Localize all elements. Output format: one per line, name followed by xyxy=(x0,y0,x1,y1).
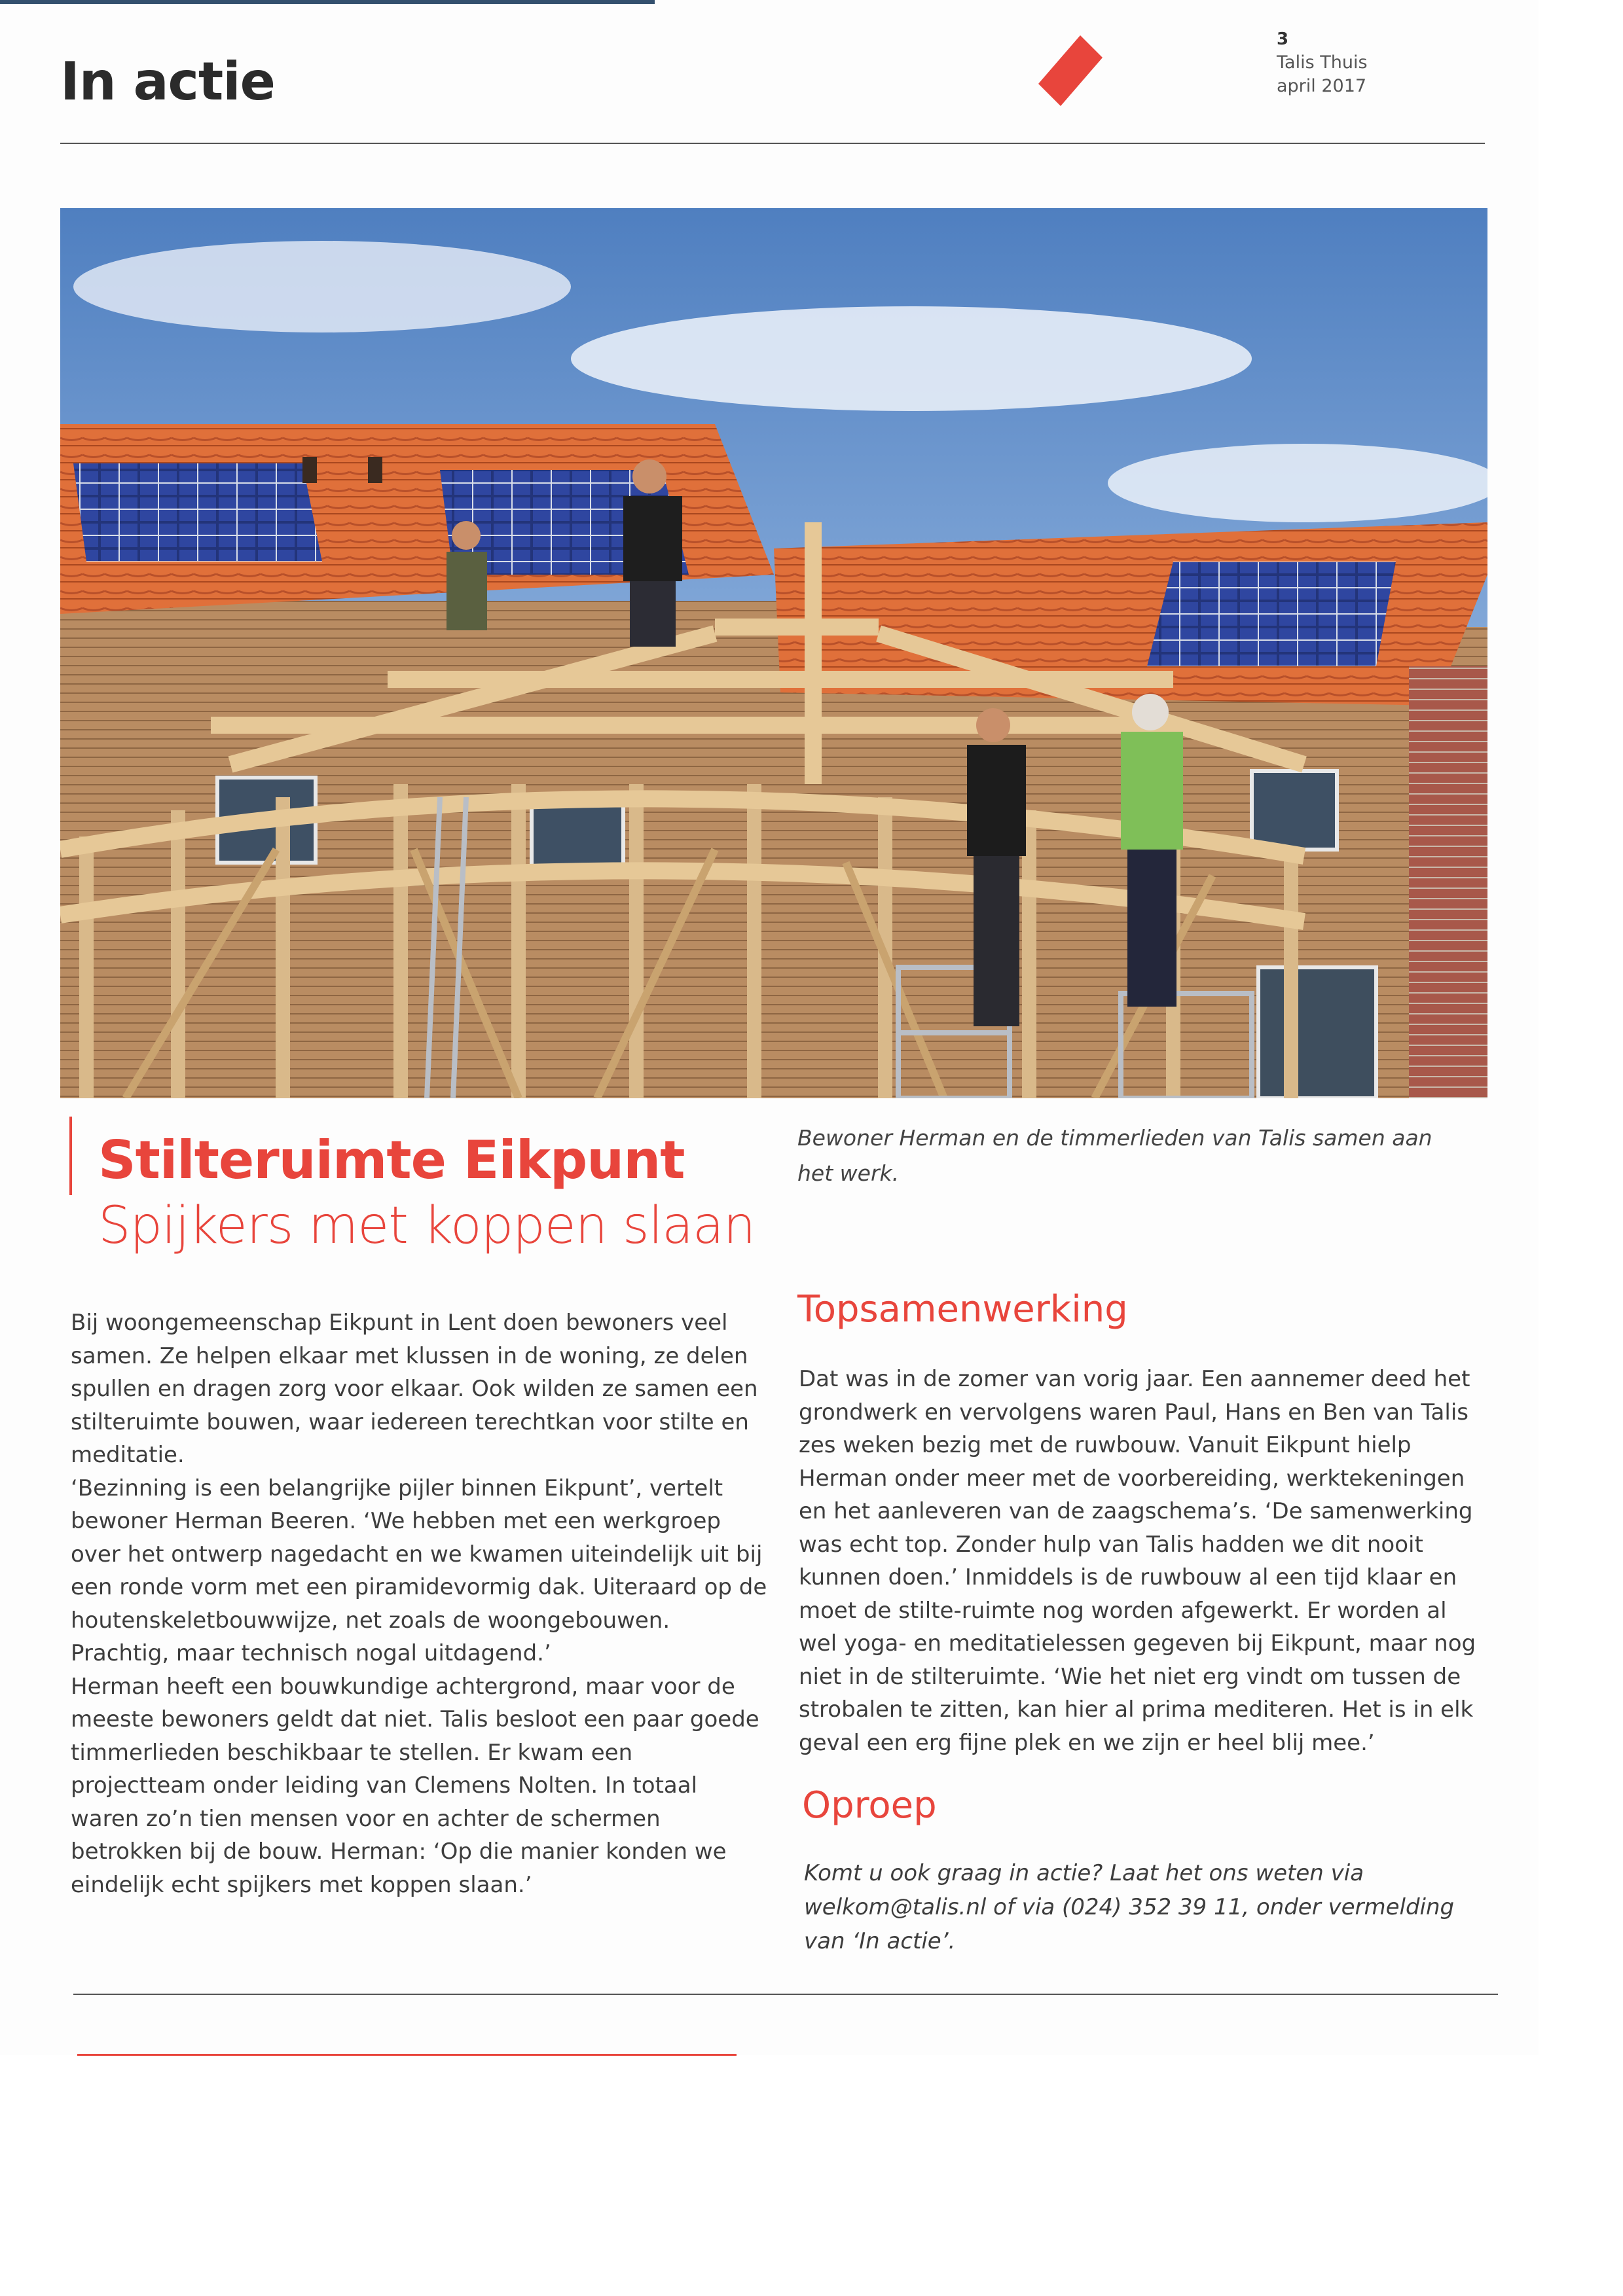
article-right-column xyxy=(799,1363,1480,1759)
article-title: Stilteruimte Eikpunt xyxy=(98,1130,685,1191)
call-to-action-text: Komt u ook graag in actie? Laat het ons weten via welkom@talis.nl of via (024) 352 39 11, onder vermelding van ‘In actie’. xyxy=(804,1860,1455,1954)
issue-date: april 2017 xyxy=(1277,76,1367,96)
section-heading-topsamenwerking: Topsamenwerking xyxy=(797,1288,1128,1331)
headline-accent-bar xyxy=(69,1117,72,1195)
paragraph: Dat was in de zomer van vorig jaar. Een aannemer deed het grondwerk en vervolgens waren Paul, Hans en Ben van Talis zes weken bezig met de ruwbouw. Vanuit Eikpunt hielp Herman onder meer met de voorbereiding, werktekeningen en het aanleveren van de zaagschema’s. ‘De samenwerking was echt top. Zonder hulp van Talis hadden we dit nooit kunnen doen.’ Inmiddels is de ruwbouw al een tijd klaar en moet de stilte-ruimte nog worden afgewerkt. Er worden al wel yoga- en meditatielessen gegeven bij Eikpunt, maar nog niet in de stilteruimte. ‘Wie het niet erg vindt om tussen de strobalen te zitten, kan hier al prima mediteren. Het is in elk geval een erg fijne plek en we zijn er heel blij mee.’ xyxy=(799,1366,1476,1756)
header-divider xyxy=(60,143,1485,144)
talis-logo-icon xyxy=(1034,31,1106,110)
footer-divider xyxy=(73,1994,1498,1995)
page-number: 3 xyxy=(1277,29,1289,49)
scan-margin xyxy=(1539,0,1623,2296)
issue-info xyxy=(1277,27,1368,98)
article-subtitle: Spijkers met koppen slaan xyxy=(98,1196,756,1255)
scan-top-edge xyxy=(0,0,655,4)
paragraph: ‘Bezinning is een belangrijke pijler binnen Eikpunt’, vertelt bewoner Herman Beeren. ‘We hebben met een werkgroep over het ontwerp nagedacht en we kwamen uiteindelijk uit bij een ronde vorm met een piramidevormig dak. Uiteraard op de houtenskeletbouwwijze, net zoals de woongebouwen. Prachtig, maar technisch nogal uitdagend.’ xyxy=(71,1475,767,1666)
paragraph: Herman heeft een bouwkundige achtergrond, maar voor de meeste bewoners geldt dat niet. Talis besloot een paar goede timmerlieden beschikbaar te stellen. Er kwam een projectteam onder leiding van Clemens Nolten. In totaal waren zo’n tien mensen voor en achter de schermen betrokken bij de bouw. Herman: ‘Op die manier konden we eindelijk echt spijkers met koppen slaan.’ xyxy=(71,1673,759,1898)
section-heading-oproep: Oproep xyxy=(802,1784,937,1827)
paragraph: Bij woongemeenschap Eikpunt in Lent doen bewoners veel samen. Ze helpen elkaar met klussen in de woning, ze delen spullen en dragen zorg voor elkaar. Ook wilden ze samen een stilteruimte bouwen, waar iedereen terechtkan voor stilte en meditatie. xyxy=(71,1310,758,1468)
footer-red-rule xyxy=(77,2054,737,2056)
photo-caption: Bewoner Herman en de timmerlieden van Talis samen aan het werk. xyxy=(797,1125,1432,1186)
article-left-column xyxy=(71,1306,771,1901)
publication-name: Talis Thuis xyxy=(1277,52,1368,73)
section-label: In actie xyxy=(60,51,275,112)
article-photo xyxy=(60,208,1487,1098)
